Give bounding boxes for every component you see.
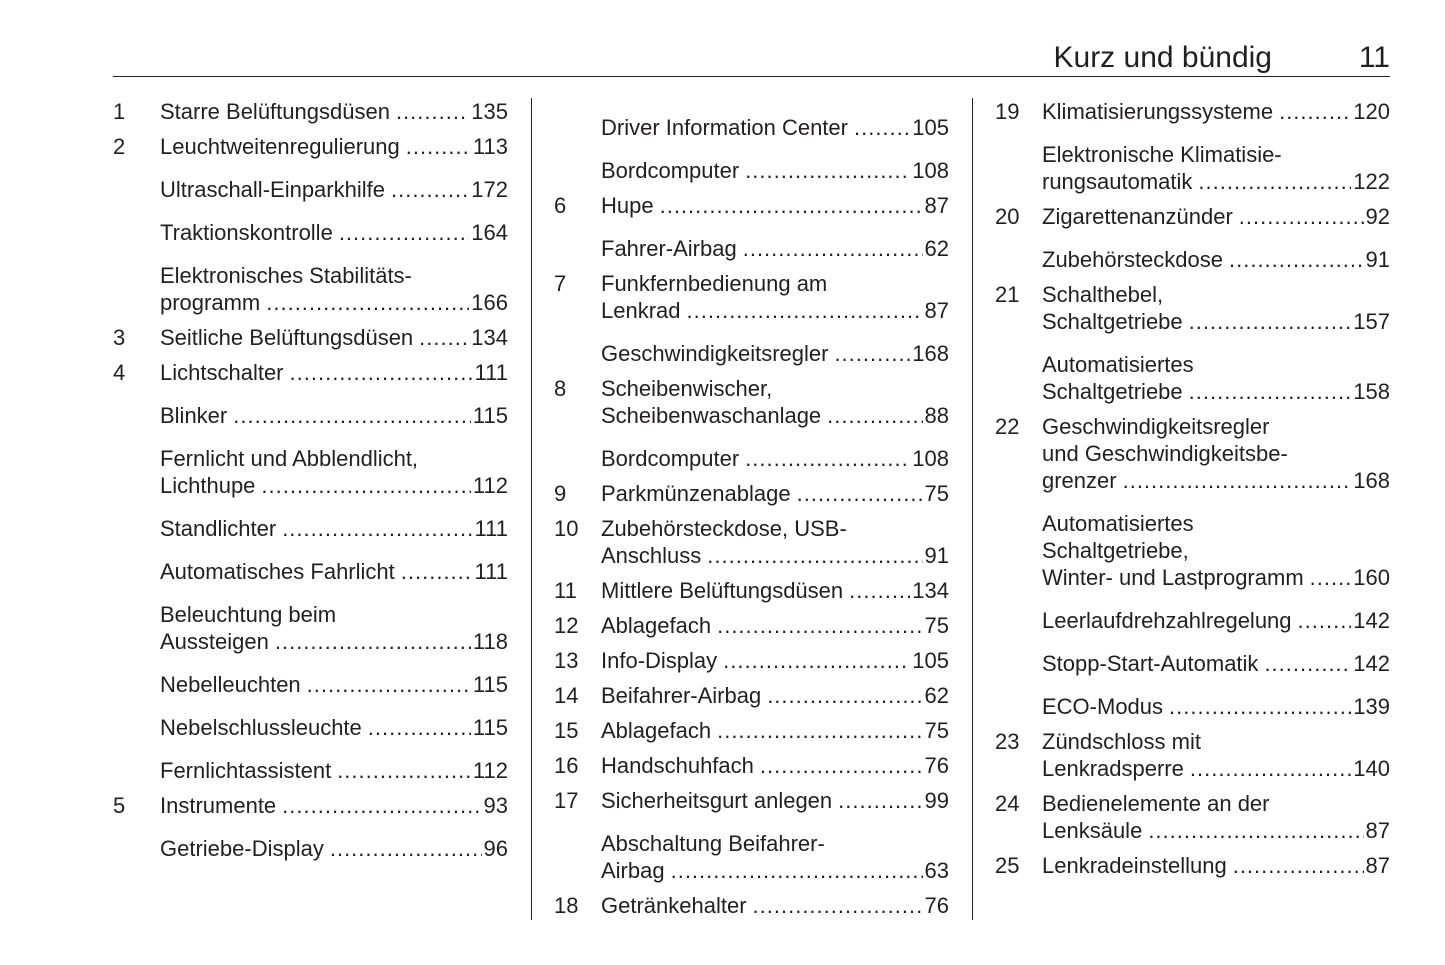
page-reference: 115 bbox=[472, 672, 508, 697]
index-entry bbox=[113, 262, 508, 316]
page-reference: 105 bbox=[912, 115, 949, 140]
page-reference: 142 bbox=[1353, 608, 1390, 633]
page-reference: 99 bbox=[924, 788, 949, 813]
page-reference: 139 bbox=[1353, 694, 1390, 719]
column-divider bbox=[972, 98, 973, 920]
entry-leader-line bbox=[601, 857, 949, 884]
page-reference: 168 bbox=[1353, 468, 1390, 493]
entry-title: Hupe bbox=[601, 193, 654, 218]
index-column-3 bbox=[995, 98, 1390, 887]
entry-text-line: Automatisiertes bbox=[1042, 511, 1194, 536]
entry-title: Handschuhfach bbox=[601, 753, 754, 778]
dot-leader bbox=[282, 792, 481, 819]
entry-leader-line bbox=[160, 176, 508, 203]
entry-title: Fernlichtassistent bbox=[160, 758, 332, 783]
page-reference: 142 bbox=[1353, 651, 1390, 676]
entry-title: Lenkradeinstellung bbox=[1042, 853, 1227, 878]
page-reference: 92 bbox=[1365, 204, 1390, 229]
index-entry bbox=[995, 203, 1390, 230]
dot-leader bbox=[1123, 467, 1352, 494]
entry-leader-line bbox=[601, 480, 949, 507]
entry-title: Lichthupe bbox=[160, 473, 256, 498]
dot-leader bbox=[1189, 308, 1352, 335]
page-header bbox=[113, 38, 1390, 77]
entry-number: 3 bbox=[113, 325, 126, 350]
dot-leader bbox=[275, 628, 471, 655]
page-reference: 112 bbox=[472, 758, 508, 783]
index-column-2 bbox=[554, 98, 949, 927]
entry-leader-line bbox=[160, 472, 508, 499]
entry-title: Leuchtweitenregulierung bbox=[160, 134, 400, 159]
entry-text-line: Elektronisches Stabilitäts- bbox=[160, 263, 412, 288]
entry-leader-line bbox=[1042, 693, 1390, 720]
page-reference: 91 bbox=[924, 543, 949, 568]
entry-title: Schaltgetriebe bbox=[1042, 379, 1183, 404]
index-entry bbox=[554, 480, 949, 507]
entry-number: 18 bbox=[554, 893, 579, 918]
entry-leader-line bbox=[160, 671, 508, 698]
entry-leader-line bbox=[601, 542, 949, 569]
entry-title: Leerlaufdrehzahlregelung bbox=[1042, 608, 1292, 633]
dot-leader bbox=[1264, 650, 1351, 677]
entry-title: Winter- und Lastprogramm bbox=[1042, 565, 1304, 590]
entry-title: Instrumente bbox=[160, 793, 277, 818]
page-reference: 87 bbox=[924, 298, 949, 323]
entry-title: Stopp-Start-Automatik bbox=[1042, 651, 1259, 676]
index-entry bbox=[554, 787, 949, 814]
index-entry bbox=[995, 246, 1390, 273]
entry-number: 24 bbox=[995, 791, 1020, 816]
page-reference: 166 bbox=[471, 290, 508, 315]
entry-leader-line bbox=[601, 402, 949, 429]
dot-leader bbox=[717, 717, 922, 744]
entry-title: Getränkehalter bbox=[601, 893, 747, 918]
entry-leader-line bbox=[601, 752, 949, 779]
index-entry bbox=[113, 757, 508, 784]
page-reference: 105 bbox=[912, 648, 949, 673]
dot-leader bbox=[419, 324, 469, 351]
page-reference: 134 bbox=[471, 325, 508, 350]
index-entry bbox=[554, 515, 949, 569]
index-column-1 bbox=[113, 98, 508, 870]
entry-leader-line bbox=[601, 297, 949, 324]
entry-title: Ultraschall-Einparkhilfe bbox=[160, 177, 385, 202]
entry-leader-line bbox=[160, 558, 508, 585]
entry-leader-line bbox=[601, 114, 949, 141]
dot-leader bbox=[767, 682, 922, 709]
page-reference: 111 bbox=[474, 559, 508, 584]
entry-title: Bordcomputer bbox=[601, 158, 740, 183]
entry-text-line: Zündschloss mit bbox=[1042, 729, 1201, 754]
entry-title: rungsautomatik bbox=[1042, 169, 1193, 194]
entry-title: Zigarettenanzünder bbox=[1042, 204, 1233, 229]
page-reference: 120 bbox=[1353, 99, 1390, 124]
page-reference: 115 bbox=[472, 403, 508, 428]
entry-leader-line bbox=[601, 577, 949, 604]
entry-title: Airbag bbox=[601, 858, 665, 883]
index-entry bbox=[995, 650, 1390, 677]
page-reference: 112 bbox=[472, 473, 508, 498]
entry-leader-line bbox=[1042, 246, 1390, 273]
entry-leader-line bbox=[601, 647, 949, 674]
entry-leader-line bbox=[601, 682, 949, 709]
index-entry bbox=[995, 351, 1390, 405]
entry-leader-line bbox=[601, 892, 949, 919]
page-reference: 63 bbox=[924, 858, 949, 883]
index-entry bbox=[113, 176, 508, 203]
entry-text-line: Scheibenwischer, bbox=[601, 376, 773, 401]
entry-leader-line bbox=[160, 98, 508, 125]
dot-leader bbox=[707, 542, 922, 569]
entry-number: 4 bbox=[113, 360, 126, 385]
page-reference: 164 bbox=[471, 220, 508, 245]
entry-number: 12 bbox=[554, 613, 579, 638]
index-entry bbox=[554, 270, 949, 324]
entry-leader-line bbox=[1042, 650, 1390, 677]
entry-title: Geschwindigkeitsregler bbox=[601, 341, 829, 366]
page-reference: 75 bbox=[924, 613, 949, 638]
dot-leader bbox=[745, 157, 910, 184]
page-reference: 88 bbox=[924, 403, 949, 428]
dot-leader bbox=[717, 612, 922, 639]
index-entry bbox=[995, 141, 1390, 195]
entry-title: Ablagefach bbox=[601, 718, 712, 743]
dot-leader bbox=[1189, 378, 1352, 405]
dot-leader bbox=[282, 515, 472, 542]
index-entry bbox=[113, 714, 508, 741]
index-entry bbox=[554, 647, 949, 674]
entry-leader-line bbox=[601, 717, 949, 744]
entry-title: Getriebe-Display bbox=[160, 836, 324, 861]
entry-title: Ablagefach bbox=[601, 613, 712, 638]
entry-leader-line bbox=[160, 835, 508, 862]
entry-number: 10 bbox=[554, 516, 579, 541]
section-title: Kurz und bündig bbox=[1053, 41, 1272, 74]
index-entry bbox=[995, 98, 1390, 125]
entry-title: Anschluss bbox=[601, 543, 702, 568]
entry-number: 9 bbox=[554, 481, 567, 506]
page-reference: 62 bbox=[924, 236, 949, 261]
page-reference: 87 bbox=[1365, 818, 1390, 843]
entry-leader-line bbox=[601, 445, 949, 472]
entry-number: 17 bbox=[554, 788, 579, 813]
index-entry bbox=[995, 281, 1390, 335]
entry-title: Driver Information Center bbox=[601, 115, 848, 140]
entry-leader-line bbox=[1042, 755, 1390, 782]
entry-title: Bordcomputer bbox=[601, 446, 740, 471]
index-entry bbox=[995, 852, 1390, 879]
page-reference: 118 bbox=[472, 629, 508, 654]
entry-title: Nebelleuchten bbox=[160, 672, 301, 697]
index-entry bbox=[554, 682, 949, 709]
dot-leader bbox=[1148, 817, 1363, 844]
page-reference: 111 bbox=[474, 360, 508, 385]
entry-number: 8 bbox=[554, 376, 567, 401]
dot-leader bbox=[1239, 203, 1364, 230]
entry-leader-line bbox=[160, 324, 508, 351]
index-entry bbox=[554, 830, 949, 884]
page-reference: 157 bbox=[1353, 309, 1390, 334]
entry-title: Seitliche Belüftungsdüsen bbox=[160, 325, 414, 350]
index-entry bbox=[554, 340, 949, 367]
dot-leader bbox=[396, 98, 469, 125]
entry-number: 13 bbox=[554, 648, 579, 673]
page-reference: 172 bbox=[471, 177, 508, 202]
entry-leader-line bbox=[601, 235, 949, 262]
page-reference: 108 bbox=[912, 158, 949, 183]
index-entry bbox=[554, 717, 949, 744]
entry-leader-line bbox=[1042, 98, 1390, 125]
index-entry bbox=[554, 192, 949, 219]
dot-leader bbox=[849, 577, 910, 604]
index-entry bbox=[995, 413, 1390, 494]
page-reference: 96 bbox=[483, 836, 508, 861]
page-reference: 75 bbox=[924, 481, 949, 506]
index-entry bbox=[554, 892, 949, 919]
page-reference: 76 bbox=[924, 893, 949, 918]
entry-leader-line bbox=[601, 157, 949, 184]
entry-leader-line bbox=[601, 192, 949, 219]
entry-leader-line bbox=[1042, 817, 1390, 844]
index-entry bbox=[113, 133, 508, 160]
index-entry bbox=[554, 752, 949, 779]
dot-leader bbox=[1169, 693, 1351, 720]
index-entry bbox=[113, 671, 508, 698]
dot-leader bbox=[261, 472, 471, 499]
entry-title: Zubehörsteckdose bbox=[1042, 247, 1223, 272]
dot-leader bbox=[1198, 168, 1351, 195]
entry-number: 21 bbox=[995, 282, 1020, 307]
page-reference: 108 bbox=[912, 446, 949, 471]
entry-title: Lichtschalter bbox=[160, 360, 284, 385]
entry-title: Beifahrer-Airbag bbox=[601, 683, 762, 708]
page-reference: 115 bbox=[472, 715, 508, 740]
dot-leader bbox=[401, 558, 473, 585]
entry-leader-line bbox=[160, 402, 508, 429]
dot-leader bbox=[233, 402, 471, 429]
index-entry bbox=[995, 790, 1390, 844]
entry-number: 2 bbox=[113, 134, 126, 159]
entry-text-line: Abschaltung Beifahrer- bbox=[601, 831, 825, 856]
entry-leader-line bbox=[601, 787, 949, 814]
entry-text-line: Zubehörsteckdose, USB- bbox=[601, 516, 847, 541]
entry-text-line: Funkfernbedienung am bbox=[601, 271, 828, 296]
dot-leader bbox=[330, 835, 482, 862]
page-reference: 122 bbox=[1353, 169, 1390, 194]
dot-leader bbox=[307, 671, 471, 698]
dot-leader bbox=[391, 176, 469, 203]
entry-title: ECO-Modus bbox=[1042, 694, 1164, 719]
entry-title: Traktionskontrolle bbox=[160, 220, 333, 245]
entry-title: grenzer bbox=[1042, 468, 1117, 493]
dot-leader bbox=[723, 647, 910, 674]
dot-leader bbox=[339, 219, 469, 246]
entry-title: Klimatisierungssysteme bbox=[1042, 99, 1274, 124]
entry-title: Mittlere Belüftungsdüsen bbox=[601, 578, 844, 603]
index-entry bbox=[995, 728, 1390, 782]
entry-title: Info-Display bbox=[601, 648, 718, 673]
entry-leader-line bbox=[160, 133, 508, 160]
dot-leader bbox=[1310, 564, 1352, 591]
entry-title: Standlichter bbox=[160, 516, 277, 541]
entry-number: 20 bbox=[995, 204, 1020, 229]
page-reference: 158 bbox=[1353, 379, 1390, 404]
entry-title: Automatisches Fahrlicht bbox=[160, 559, 395, 584]
dot-leader bbox=[834, 340, 910, 367]
entry-number: 5 bbox=[113, 793, 126, 818]
entry-leader-line bbox=[160, 219, 508, 246]
page-reference: 113 bbox=[472, 134, 508, 159]
dot-leader bbox=[1298, 607, 1352, 634]
dot-leader bbox=[760, 752, 923, 779]
page-reference: 140 bbox=[1353, 756, 1390, 781]
dot-leader bbox=[753, 892, 923, 919]
dot-leader bbox=[671, 857, 923, 884]
entry-title: Blinker bbox=[160, 403, 228, 428]
entry-title: Lenksäule bbox=[1042, 818, 1143, 843]
entry-title: Lenkrad bbox=[601, 298, 681, 323]
dot-leader bbox=[797, 480, 923, 507]
page-reference: 168 bbox=[912, 341, 949, 366]
entry-number: 6 bbox=[554, 193, 567, 218]
entry-title: Parkmünzenablage bbox=[601, 481, 791, 506]
index-entry bbox=[113, 324, 508, 351]
dot-leader bbox=[827, 402, 922, 429]
index-entry bbox=[113, 445, 508, 499]
entry-leader-line bbox=[601, 612, 949, 639]
entry-title: Nebelschlussleuchte bbox=[160, 715, 362, 740]
index-entry bbox=[554, 577, 949, 604]
entry-leader-line bbox=[1042, 852, 1390, 879]
entry-leader-line bbox=[1042, 564, 1390, 591]
entry-title: Starre Belüftungsdüsen bbox=[160, 99, 390, 124]
index-entry bbox=[995, 607, 1390, 634]
entry-number: 22 bbox=[995, 414, 1020, 439]
index-entry bbox=[554, 445, 949, 472]
entry-leader-line bbox=[160, 714, 508, 741]
index-entry bbox=[113, 402, 508, 429]
page-reference: 93 bbox=[483, 793, 508, 818]
dot-leader bbox=[745, 445, 910, 472]
entry-title: Scheibenwaschanlage bbox=[601, 403, 822, 428]
page-reference: 134 bbox=[912, 578, 949, 603]
entry-text-line: Schalthebel, bbox=[1042, 282, 1164, 307]
dot-leader bbox=[337, 757, 471, 784]
index-entry bbox=[554, 612, 949, 639]
entry-leader-line bbox=[160, 515, 508, 542]
page-reference: 62 bbox=[924, 683, 949, 708]
entry-text-line: und Geschwindigkeitsbe- bbox=[1042, 441, 1288, 466]
entry-number: 19 bbox=[995, 99, 1020, 124]
entry-leader-line bbox=[160, 289, 508, 316]
entry-leader-line bbox=[160, 757, 508, 784]
entry-leader-line bbox=[1042, 308, 1390, 335]
dot-leader bbox=[1233, 852, 1364, 879]
column-divider bbox=[531, 98, 532, 920]
dot-leader bbox=[368, 714, 471, 741]
index-entry bbox=[554, 157, 949, 184]
entry-leader-line bbox=[1042, 168, 1390, 195]
entry-leader-line bbox=[160, 359, 508, 386]
page-reference: 160 bbox=[1353, 565, 1390, 590]
entry-leader-line bbox=[601, 340, 949, 367]
dot-leader bbox=[290, 359, 473, 386]
entry-title: Fahrer-Airbag bbox=[601, 236, 737, 261]
entry-leader-line bbox=[1042, 607, 1390, 634]
index-entry bbox=[113, 98, 508, 125]
entry-title: Sicherheitsgurt anlegen bbox=[601, 788, 833, 813]
page-reference: 87 bbox=[1365, 853, 1390, 878]
entry-number: 25 bbox=[995, 853, 1020, 878]
entry-leader-line bbox=[1042, 203, 1390, 230]
entry-text-line: Bedienelemente an der bbox=[1042, 791, 1270, 816]
entry-leader-line bbox=[160, 628, 508, 655]
entry-leader-line bbox=[1042, 467, 1390, 494]
entry-title: programm bbox=[160, 290, 261, 315]
entry-number: 23 bbox=[995, 729, 1020, 754]
page-reference: 135 bbox=[471, 99, 508, 124]
entry-leader-line bbox=[1042, 378, 1390, 405]
entry-text-line: Automatisiertes bbox=[1042, 352, 1194, 377]
dot-leader bbox=[1190, 755, 1351, 782]
entry-title: Lenkradsperre bbox=[1042, 756, 1184, 781]
entry-number: 1 bbox=[113, 99, 126, 124]
index-entry bbox=[113, 515, 508, 542]
dot-leader bbox=[1229, 246, 1364, 273]
entry-number: 15 bbox=[554, 718, 579, 743]
page-reference: 75 bbox=[924, 718, 949, 743]
dot-leader bbox=[406, 133, 471, 160]
entry-number: 11 bbox=[554, 578, 577, 603]
entry-text-line: Fernlicht und Abblendlicht, bbox=[160, 446, 419, 471]
index-entry bbox=[554, 375, 949, 429]
page-number: 11 bbox=[1358, 41, 1390, 74]
entry-number: 16 bbox=[554, 753, 579, 778]
entry-title: Aussteigen bbox=[160, 629, 269, 654]
page-reference: 76 bbox=[924, 753, 949, 778]
index-entry bbox=[113, 219, 508, 246]
entry-leader-line bbox=[160, 792, 508, 819]
entry-text-line: Schaltgetriebe, bbox=[1042, 538, 1189, 563]
index-entry bbox=[113, 359, 508, 386]
entry-title: Schaltgetriebe bbox=[1042, 309, 1183, 334]
page-reference: 87 bbox=[924, 193, 949, 218]
dot-leader bbox=[743, 235, 923, 262]
dot-leader bbox=[660, 192, 923, 219]
index-entry bbox=[995, 693, 1390, 720]
dot-leader bbox=[266, 289, 469, 316]
index-entry bbox=[113, 558, 508, 585]
dot-leader bbox=[1279, 98, 1351, 125]
page-reference: 111 bbox=[474, 516, 508, 541]
entry-number: 14 bbox=[554, 683, 579, 708]
index-entry bbox=[554, 114, 949, 141]
index-entry bbox=[995, 510, 1390, 591]
dot-leader bbox=[687, 297, 923, 324]
entry-text-line: Elektronische Klimatisie- bbox=[1042, 142, 1282, 167]
index-entry bbox=[113, 792, 508, 819]
dot-leader bbox=[838, 787, 922, 814]
index-entry bbox=[113, 601, 508, 655]
entry-number: 7 bbox=[554, 271, 567, 296]
entry-text-line: Geschwindigkeitsregler bbox=[1042, 414, 1270, 439]
index-entry bbox=[554, 235, 949, 262]
entry-text-line: Beleuchtung beim bbox=[160, 602, 337, 627]
index-entry bbox=[113, 835, 508, 862]
page-reference: 91 bbox=[1365, 247, 1390, 272]
dot-leader bbox=[854, 114, 910, 141]
